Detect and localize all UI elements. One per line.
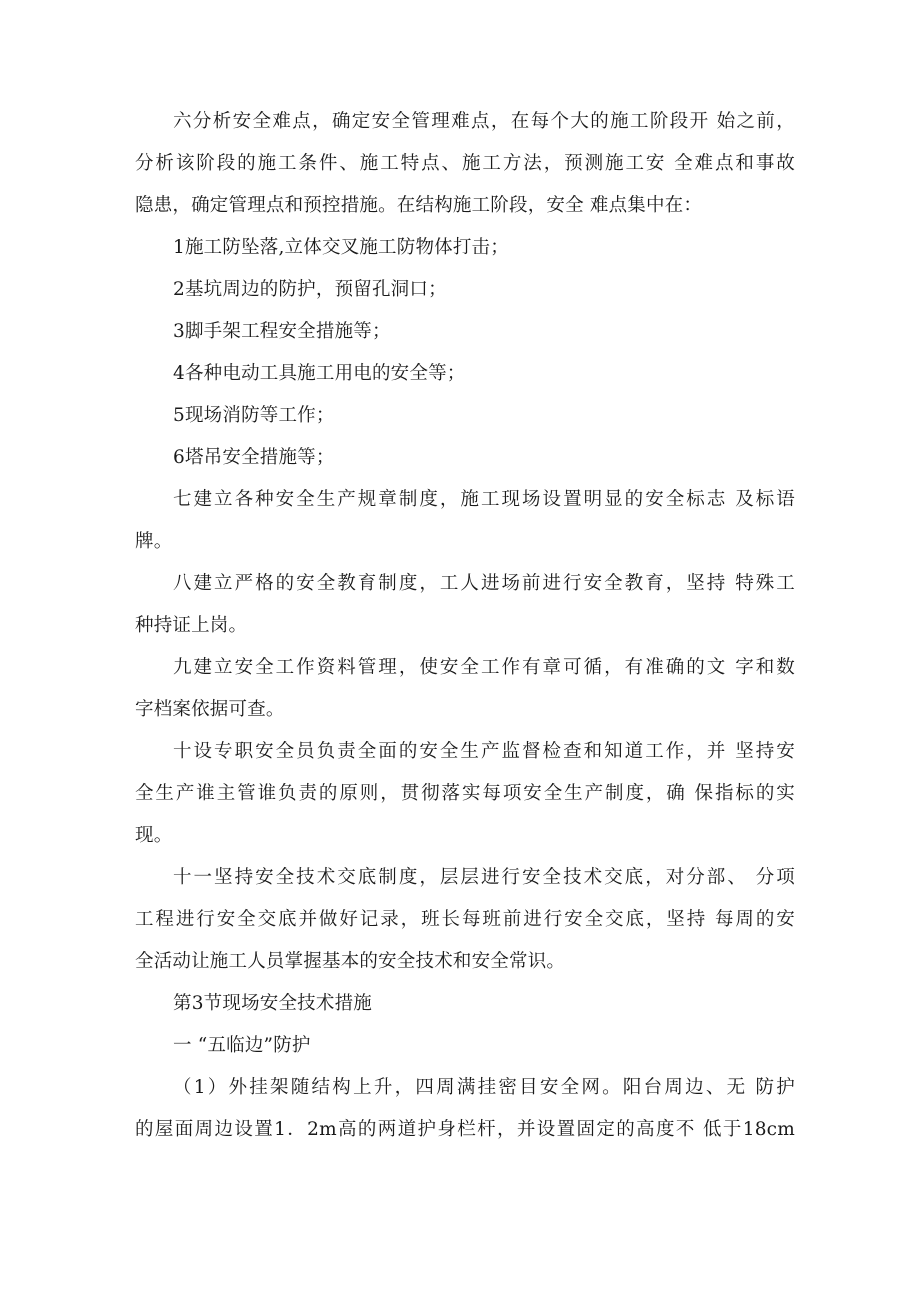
list-item: 6塔吊安全措施等；	[173, 447, 335, 468]
text-line: 十一坚持安全技术交底制度，层层进行安全技术交底，对分部、 分项	[173, 867, 795, 888]
text-line: 字档案依据可查。	[135, 699, 285, 720]
list-item: 4各种电动工具施工用电的安全等；	[173, 363, 466, 384]
list-item: 1施工防坠落,立体交叉施工防物体打击；	[173, 237, 509, 258]
text-line: 现。	[135, 825, 173, 846]
text-line: （1）外挂架随结构上升，四周满挂密目安全网。阳台周边、无 防护	[173, 1077, 795, 1098]
text-line: 七建立各种安全生产规章制度，施工现场设置明显的安全标志 及标语	[173, 489, 795, 510]
section-heading: 第3节现场安全技术措施	[173, 993, 372, 1014]
text-line: 全生产谁主管谁负责的原则，贯彻落实每项安全生产制度，确 保指标的实	[135, 783, 795, 804]
text-line: 牌。	[135, 531, 173, 552]
list-item: 3脚手架工程安全措施等；	[173, 321, 391, 342]
text-line: 全活动让施工人员掌握基本的安全技术和安全常识。	[135, 951, 566, 972]
text-line: 的屋面周边设置1．2m高的两道护身栏杆，并设置固定的高度不 低于18cm	[135, 1119, 795, 1140]
list-item: 5现场消防等工作；	[173, 405, 335, 426]
text-line: 分析该阶段的施工条件、施工特点、施工方法，预测施工安 全难点和事故	[135, 153, 795, 174]
text-line: 十设专职安全员负责全面的安全生产监督检查和知道工作，并 坚持安	[173, 741, 795, 762]
text-line: 隐患，确定管理点和预控措施。在结构施工阶段，安全 难点集中在：	[135, 195, 703, 216]
text-line: 种持证上岗。	[135, 615, 248, 636]
list-item: 2基坑周边的防护，预留孔洞口；	[173, 279, 447, 300]
text-line: 工程进行安全交底并做好记录，班长每班前进行安全交底，坚持 每周的安	[135, 909, 795, 930]
text-line: 九建立安全工作资料管理，使安全工作有章可循，有准确的文 字和数	[173, 657, 795, 678]
subsection-heading: 一 “五临边”防护	[173, 1035, 311, 1056]
text-line: 六分析安全难点，确定安全管理难点，在每个大的施工阶段开 始之前，	[173, 111, 795, 132]
text-line: 八建立严格的安全教育制度，工人进场前进行安全教育，坚持 特殊工	[173, 573, 795, 594]
